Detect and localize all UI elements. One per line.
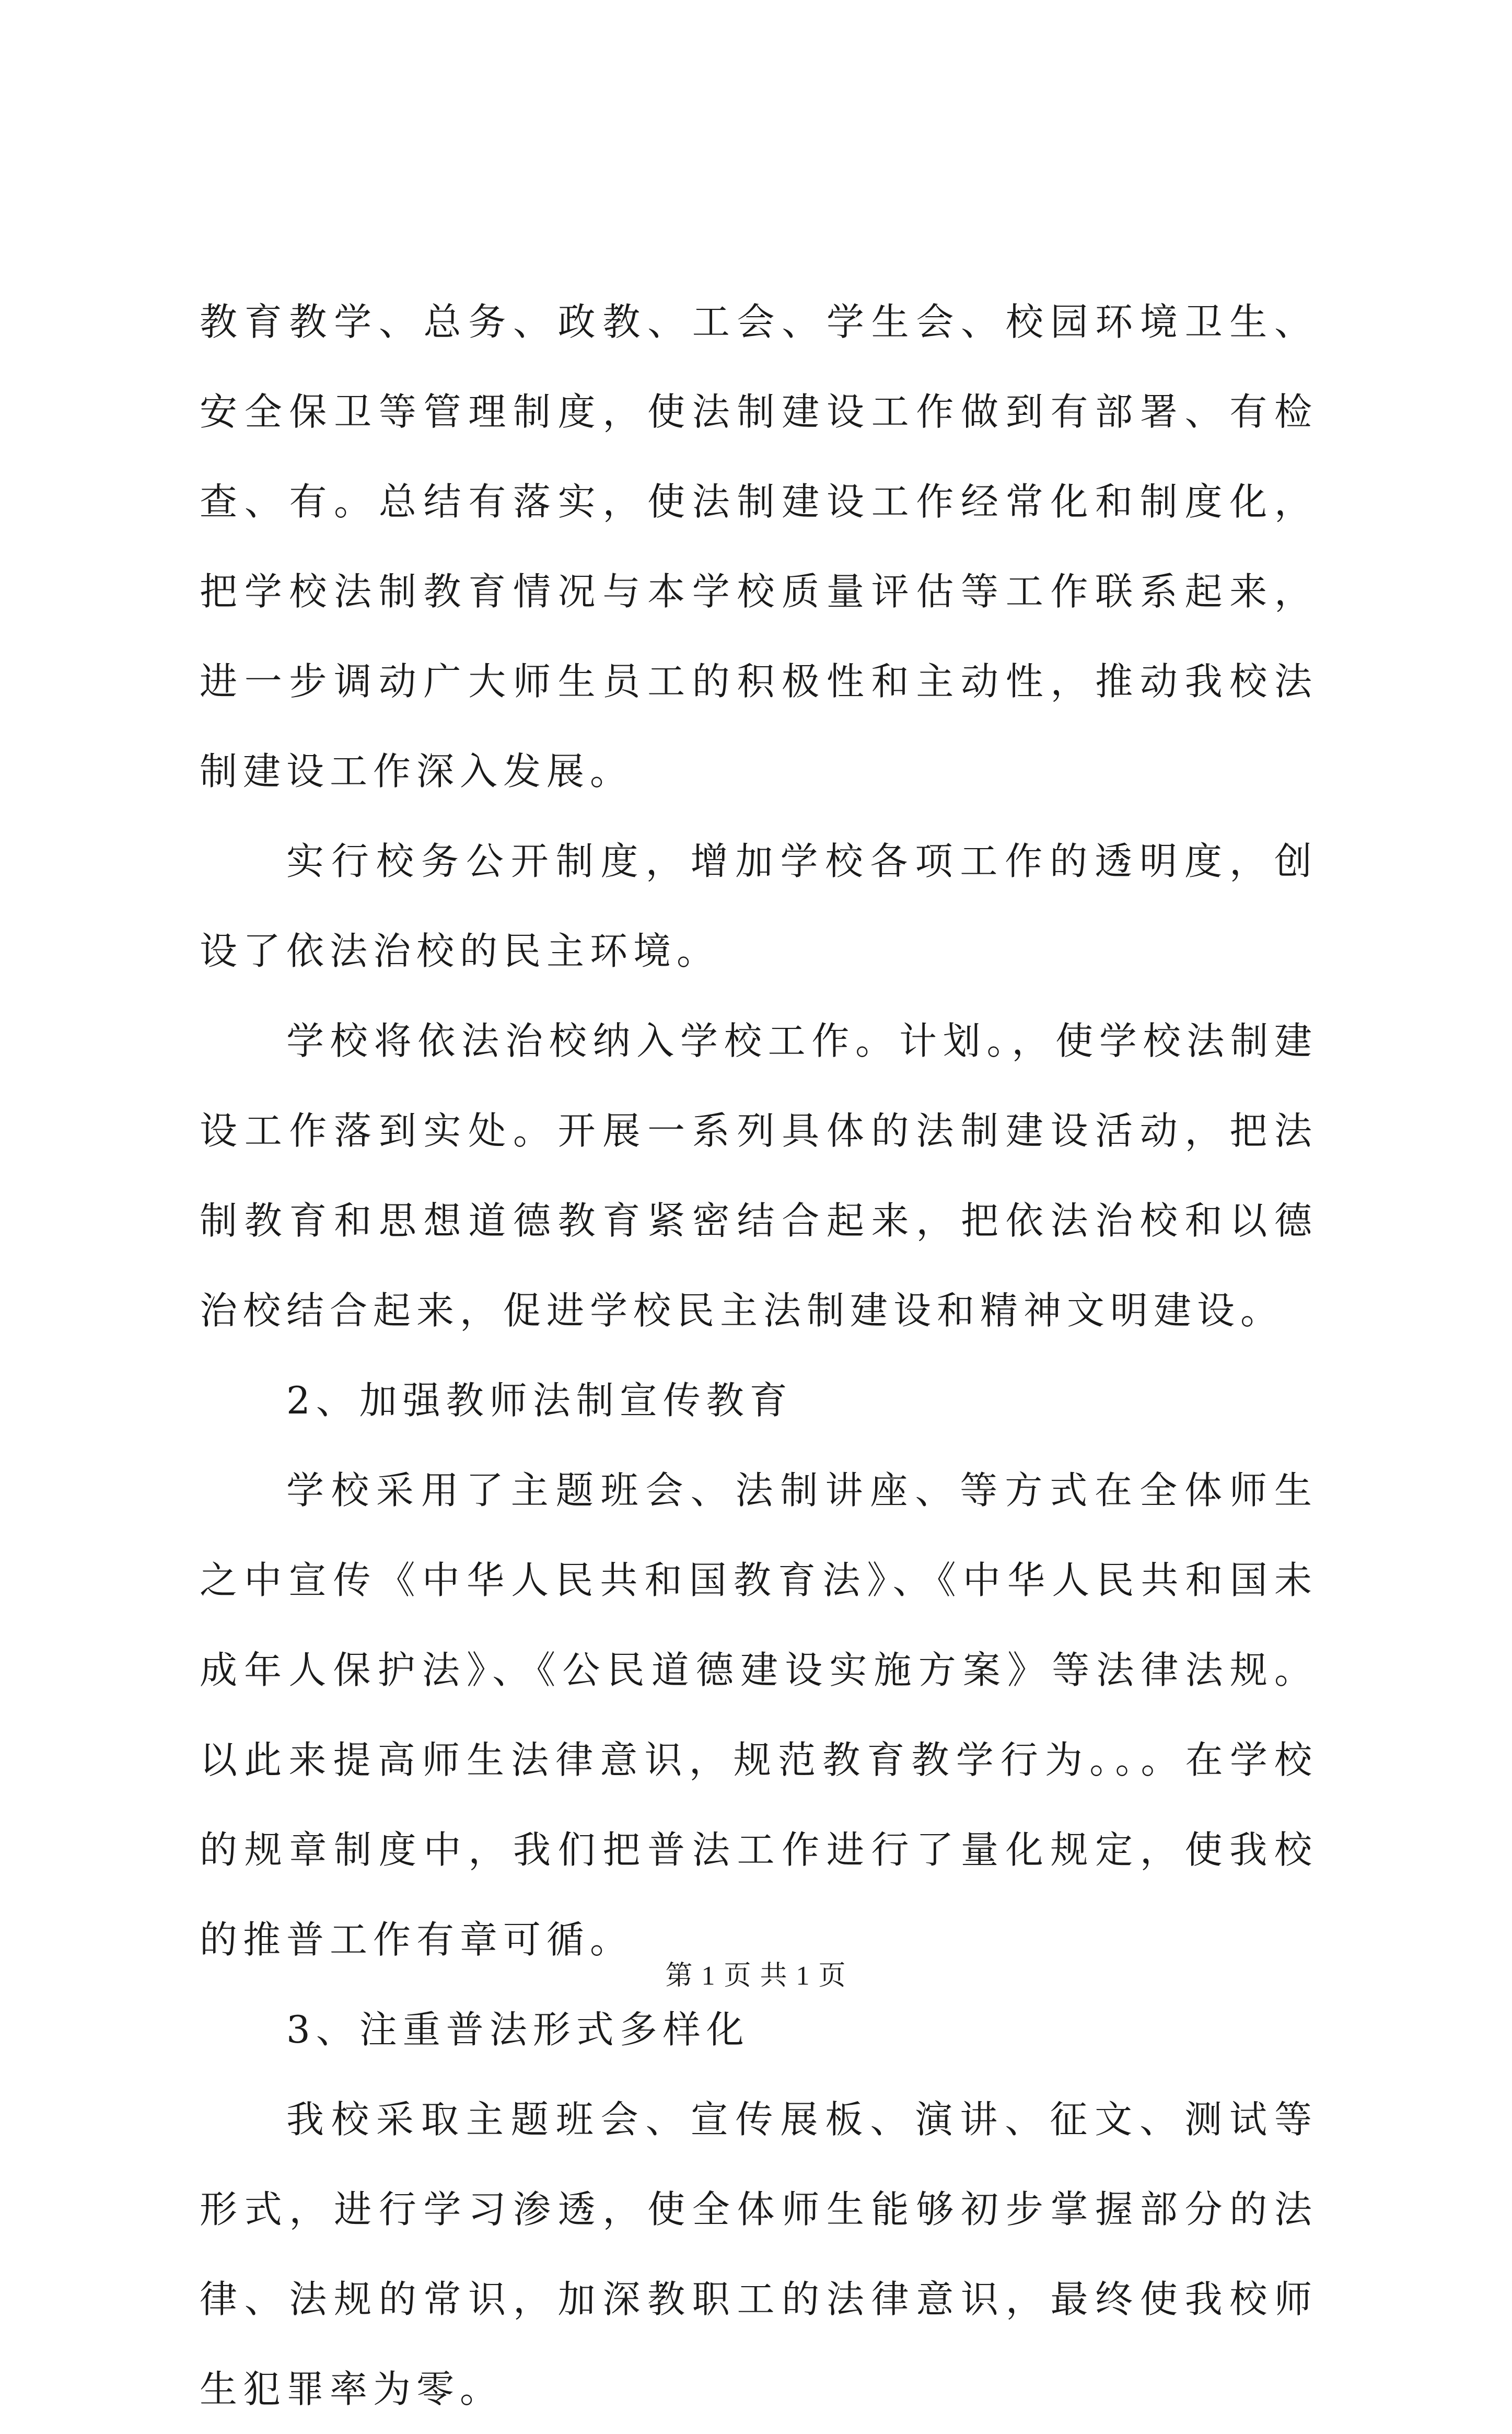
paragraph-school-affairs-openness: 实行校务公开制度，增加学校各项工作的透明度，创设了依法治校的民主环境。: [200, 839, 1318, 973]
page-footer: 第 1 页 共 1 页: [665, 1961, 847, 1991]
document-body: [200, 277, 1318, 2434]
paragraph-legal-publicity: 学校采用了主题班会、法制讲座、等方式在全体师生之中宣传《中华人民共和国教育法》、《中华人民共和国未成年人保护法》、《公民道德建设实施方案》等法律法规。以此来提高师生法律意识，规范教育教学行为。。。在学校的规章制度中，我们把普法工作进行了量化规定，使我校的推普工作有章可循。: [200, 1468, 1318, 1962]
section-heading-teacher-legal-education: 2、加强教师法制宣传教育: [286, 1378, 793, 1422]
paragraph-diverse-forms: 我校采取主题班会、宣传展板、演讲、征文、测试等形式，进行学习渗透，使全体师生能够初步掌握部分的法律、法规的常识，加深教职工的法律意识，最终使我校师生犯罪率为零。: [200, 2097, 1318, 2411]
paragraph-rule-of-law-plan: 学校将依法治校纳入学校工作。计划。，使学校法制建设工作落到实处。开展一系列具体的法制建设活动，把法制教育和思想道德教育紧密结合起来，把依法治校和以德治校结合起来，促进学校民主法制建设和精神文明建设。: [200, 1019, 1318, 1332]
paragraph-continuation: 教育教学、总务、政教、工会、学生会、校园环境卫生、安全保卫等管理制度，使法制建设工作做到有部署、有检查、有。总结有落实，使法制建设工作经常化和制度化，把学校法制教育情况与本学校质量评估等工作联系起来，进一步调动广大师生员工的积极性和主动性，推动我校法制建设工作深入发展。: [200, 300, 1318, 793]
section-heading-diverse-forms: 3、注重普法形式多样化: [286, 2008, 750, 2051]
